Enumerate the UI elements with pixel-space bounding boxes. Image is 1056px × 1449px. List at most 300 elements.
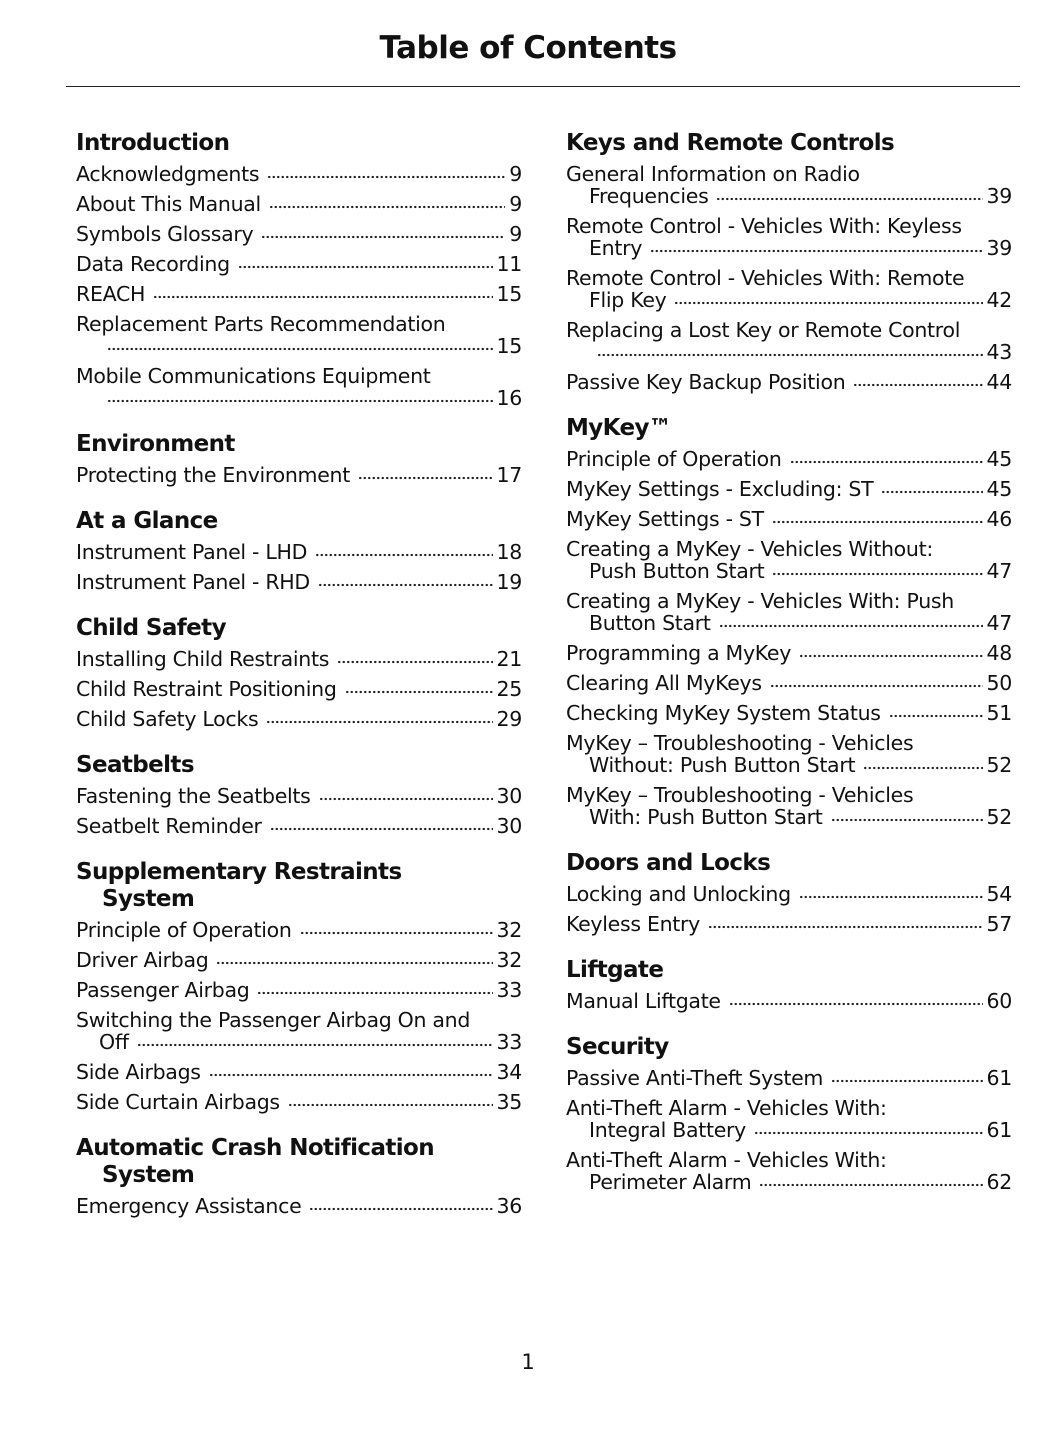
toc-entry-page: 32 xyxy=(496,948,522,972)
dot-leader xyxy=(719,623,983,629)
section-heading[interactable] xyxy=(566,1034,1012,1061)
toc-entry-page: 21 xyxy=(496,647,522,671)
toc-entry-page: 30 xyxy=(496,784,522,808)
toc-entry-label: Push Button Start xyxy=(589,559,765,583)
toc-entry[interactable] xyxy=(566,478,1012,500)
dot-leader xyxy=(729,1001,983,1007)
toc-entry-page: 52 xyxy=(986,805,1012,829)
toc-entry-page: 47 xyxy=(986,559,1012,583)
toc-entry-text xyxy=(76,1195,522,1217)
toc-column-left xyxy=(76,130,522,1239)
toc-entry-label: Child Restraint Positioning xyxy=(76,677,337,701)
toc-entry-label: MyKey – Troubleshooting - Vehicles xyxy=(566,731,914,755)
toc-entry-page: 33 xyxy=(496,1030,522,1054)
toc-entry-last-line xyxy=(566,642,1012,664)
toc-entry-last-line xyxy=(76,541,522,563)
toc-entry-label: Clearing All MyKeys xyxy=(566,671,762,695)
toc-entry-label: Instrument Panel - RHD xyxy=(76,570,310,594)
toc-entry-page: 60 xyxy=(986,989,1012,1013)
toc-entry-label: Child Safety Locks xyxy=(76,707,259,731)
section-heading-line: Doors and Locks xyxy=(566,850,771,876)
toc-entry-text xyxy=(566,1097,1012,1141)
toc-entry-text xyxy=(76,283,522,305)
toc-entry-last-line xyxy=(76,1195,522,1217)
toc-entry-page: 61 xyxy=(986,1118,1012,1142)
dot-leader xyxy=(831,1078,982,1084)
toc-entry-last-line xyxy=(566,478,1012,500)
dot-leader xyxy=(770,683,983,689)
toc-entry-text xyxy=(566,371,1012,393)
toc-entry-label: Data Recording xyxy=(76,252,230,276)
toc-entry[interactable] xyxy=(76,678,522,700)
toc-entry-last-line xyxy=(76,1061,522,1083)
toc-entry-last-line xyxy=(566,913,1012,935)
toc-entry-last-line xyxy=(566,289,1012,311)
toc-entry-last-line xyxy=(76,464,522,486)
toc-entry-text xyxy=(566,267,1012,311)
toc-entry-label: Replacement Parts Recommendation xyxy=(76,312,446,336)
title-divider xyxy=(66,86,1020,87)
toc-entry[interactable] xyxy=(76,163,522,185)
dot-leader xyxy=(772,519,983,525)
section-heading[interactable] xyxy=(566,957,1012,984)
section-heading[interactable] xyxy=(76,615,522,642)
toc-entry-page: 61 xyxy=(986,1066,1012,1090)
section-heading-line: At a Glance xyxy=(76,508,218,534)
toc-entry-label: Off xyxy=(99,1030,129,1054)
toc-entry-last-line xyxy=(566,1067,1012,1089)
toc-entry-label: MyKey – Troubleshooting - Vehicles xyxy=(566,783,914,807)
toc-entry-text xyxy=(76,365,522,409)
toc-entry-text xyxy=(566,538,1012,582)
dot-leader xyxy=(853,382,982,388)
toc-entry-page: 9 xyxy=(509,192,522,216)
dot-leader xyxy=(267,174,505,180)
toc-entry-label: Without: Push Button Start xyxy=(589,753,856,777)
toc-entry[interactable] xyxy=(76,541,522,563)
toc-entry-text xyxy=(566,883,1012,905)
toc-entry-label: Remote Control - Vehicles With: Keyless xyxy=(566,214,962,238)
toc-entry-label: Checking MyKey System Status xyxy=(566,701,881,725)
dot-leader xyxy=(772,571,982,577)
toc-entry-text xyxy=(566,590,1012,634)
toc-entry-label: Fastening the Seatbelts xyxy=(76,784,311,808)
toc-section-doors-and-locks xyxy=(566,850,1012,935)
toc-entry[interactable] xyxy=(76,193,522,215)
toc-entry-label: Remote Control - Vehicles With: Remote xyxy=(566,266,965,290)
toc-entry-text xyxy=(76,1061,522,1083)
section-heading[interactable] xyxy=(76,431,522,458)
dot-leader xyxy=(257,990,492,996)
toc-entry[interactable] xyxy=(566,642,1012,664)
toc-entry-label: Replacing a Lost Key or Remote Control xyxy=(566,318,961,342)
toc-entry-label: Symbols Glossary xyxy=(76,222,254,246)
toc-entry-last-line xyxy=(76,979,522,1001)
toc-entry[interactable] xyxy=(566,538,1012,582)
toc-entry-page: 9 xyxy=(509,222,522,246)
toc-entry-page: 45 xyxy=(986,477,1012,501)
toc-entry-text xyxy=(566,163,1012,207)
toc-entry-text xyxy=(566,215,1012,259)
toc-entry[interactable] xyxy=(566,267,1012,311)
toc-entry-page: 50 xyxy=(986,671,1012,695)
toc-entry-label: Entry xyxy=(589,236,643,260)
toc-entry[interactable] xyxy=(76,919,522,941)
dot-leader xyxy=(799,653,982,659)
toc-entry-text xyxy=(566,732,1012,776)
toc-section-supplementary-restraints-system xyxy=(76,859,522,1113)
toc-entry-page: 18 xyxy=(496,540,522,564)
toc-entry[interactable] xyxy=(566,1067,1012,1089)
toc-section-child-safety xyxy=(76,615,522,730)
toc-entry[interactable] xyxy=(566,508,1012,530)
toc-entry-text xyxy=(76,1091,522,1113)
toc-entry-text xyxy=(566,508,1012,530)
toc-entry-last-line xyxy=(566,508,1012,530)
toc-entry-text xyxy=(566,319,1012,363)
toc-entry-last-line xyxy=(76,708,522,730)
toc-entry-page: 48 xyxy=(986,641,1012,665)
toc-entry-text xyxy=(76,815,522,837)
section-heading-line: Introduction xyxy=(76,130,230,156)
toc-entry-label: Seatbelt Reminder xyxy=(76,814,262,838)
toc-entry-last-line xyxy=(566,448,1012,470)
toc-entry-page: 25 xyxy=(496,677,522,701)
toc-entry[interactable] xyxy=(76,464,522,486)
toc-entry-page: 42 xyxy=(986,288,1012,312)
toc-entry[interactable] xyxy=(76,708,522,730)
toc-entry[interactable] xyxy=(76,648,522,670)
toc-entry[interactable] xyxy=(566,215,1012,259)
toc-entry-last-line xyxy=(76,1091,522,1113)
section-heading[interactable] xyxy=(566,130,1012,157)
toc-entry[interactable] xyxy=(566,732,1012,776)
dot-leader xyxy=(288,1102,493,1108)
toc-entry-text xyxy=(566,448,1012,470)
toc-entry-last-line xyxy=(76,571,522,593)
toc-entry[interactable] xyxy=(566,913,1012,935)
toc-entry-last-line xyxy=(76,193,522,215)
toc-entry-page: 19 xyxy=(496,570,522,594)
toc-entry-label: Creating a MyKey - Vehicles Without: xyxy=(566,537,933,561)
toc-entry-text xyxy=(76,678,522,700)
toc-section-automatic-crash-notification-system xyxy=(76,1135,522,1217)
toc-entry-last-line xyxy=(76,253,522,275)
toc-entry-last-line xyxy=(76,223,522,245)
toc-entry-last-line xyxy=(566,883,1012,905)
toc-entry[interactable] xyxy=(76,979,522,1001)
toc-entry-page: 16 xyxy=(496,386,522,410)
section-heading-line: System xyxy=(102,886,195,912)
dot-leader xyxy=(261,234,505,240)
toc-entry-label: General Information on Radio xyxy=(566,162,860,186)
section-heading[interactable] xyxy=(76,508,522,535)
section-heading[interactable] xyxy=(566,415,1012,442)
toc-entry[interactable] xyxy=(566,163,1012,207)
toc-entry-last-line xyxy=(76,949,522,971)
toc-entry-page: 62 xyxy=(986,1170,1012,1194)
toc-entry[interactable] xyxy=(566,448,1012,470)
section-heading-line: Liftgate xyxy=(566,957,664,983)
toc-entry-text xyxy=(76,1009,522,1053)
toc-entry-page: 46 xyxy=(986,507,1012,531)
dot-leader xyxy=(597,352,983,358)
dot-leader xyxy=(315,552,492,558)
toc-entry-text xyxy=(566,784,1012,828)
toc-entry-last-line xyxy=(76,678,522,700)
dot-leader xyxy=(300,930,493,936)
toc-entry-label: Acknowledgments xyxy=(76,162,260,186)
dot-leader xyxy=(790,459,983,465)
section-heading-line: Supplementary Restraints xyxy=(76,859,402,885)
section-heading[interactable] xyxy=(76,859,522,913)
toc-entry-last-line xyxy=(566,371,1012,393)
toc-entry-page: 45 xyxy=(986,447,1012,471)
dot-leader xyxy=(319,796,493,802)
toc-entry-page: 57 xyxy=(986,912,1012,936)
dot-leader xyxy=(153,294,492,300)
toc-entry-label: Passenger Airbag xyxy=(76,978,250,1002)
toc-entry[interactable] xyxy=(76,1091,522,1113)
toc-entry-last-line xyxy=(76,648,522,670)
toc-entry-text xyxy=(566,1149,1012,1193)
toc-entry-text xyxy=(76,163,522,185)
section-heading-line: Environment xyxy=(76,431,235,457)
section-heading-line: Keys and Remote Controls xyxy=(566,130,895,156)
section-heading[interactable] xyxy=(76,752,522,779)
dot-leader xyxy=(759,1182,982,1188)
toc-entry-last-line xyxy=(76,283,522,305)
toc-entry-label: Button Start xyxy=(589,611,711,635)
toc-entry-page: 36 xyxy=(496,1194,522,1218)
toc-entry-last-line xyxy=(76,785,522,807)
toc-entry-text xyxy=(76,253,522,275)
toc-entry-page: 30 xyxy=(496,814,522,838)
toc-entry-last-line xyxy=(566,341,1012,363)
toc-entry[interactable] xyxy=(76,571,522,593)
toc-section-at-a-glance xyxy=(76,508,522,593)
toc-entry[interactable] xyxy=(566,319,1012,363)
toc-entry-label: Anti-Theft Alarm - Vehicles With: xyxy=(566,1148,887,1172)
toc-entry-page: 9 xyxy=(509,162,522,186)
toc-entry-last-line xyxy=(566,237,1012,259)
dot-leader xyxy=(754,1130,983,1136)
dot-leader xyxy=(889,713,983,719)
dot-leader xyxy=(799,894,983,900)
toc-entry-text xyxy=(76,949,522,971)
toc-entry-label: Driver Airbag xyxy=(76,948,209,972)
dot-leader xyxy=(269,204,505,210)
dot-leader xyxy=(337,659,492,665)
toc-entry-text xyxy=(76,919,522,941)
toc-entry-label: Flip Key xyxy=(589,288,667,312)
toc-entry-label: About This Manual xyxy=(76,192,261,216)
toc-entry[interactable] xyxy=(76,1195,522,1217)
toc-entry-label: Creating a MyKey - Vehicles With: Push xyxy=(566,589,954,613)
toc-entry-label: Locking and Unlocking xyxy=(566,882,791,906)
dot-leader xyxy=(266,719,492,725)
toc-entry-last-line xyxy=(566,990,1012,1012)
toc-entry-label: Manual Liftgate xyxy=(566,989,721,1013)
toc-entry[interactable] xyxy=(566,990,1012,1012)
toc-entry-page: 44 xyxy=(986,370,1012,394)
toc-entry-last-line xyxy=(76,163,522,185)
section-heading-line: MyKey™ xyxy=(566,415,672,441)
toc-entry[interactable] xyxy=(76,365,522,409)
toc-entry[interactable] xyxy=(76,785,522,807)
toc-entry-text xyxy=(76,648,522,670)
toc-entry-text xyxy=(76,193,522,215)
dot-leader xyxy=(209,1072,493,1078)
toc-entry-label: With: Push Button Start xyxy=(589,805,823,829)
toc-entry-page: 51 xyxy=(986,701,1012,725)
toc-entry-label: Switching the Passenger Airbag On and xyxy=(76,1008,471,1032)
toc-entry-label: Side Airbags xyxy=(76,1060,201,1084)
toc-entry-label: Instrument Panel - LHD xyxy=(76,540,308,564)
dot-leader xyxy=(881,489,982,495)
section-heading[interactable] xyxy=(76,1135,522,1189)
toc-entry-label: MyKey Settings - Excluding: ST xyxy=(566,477,874,501)
toc-section-environment xyxy=(76,431,522,486)
toc-entry-label: Frequencies xyxy=(589,184,709,208)
toc-entry-label: Passive Key Backup Position xyxy=(566,370,846,394)
toc-entry-page: 29 xyxy=(496,707,522,731)
toc-entry-page: 39 xyxy=(986,184,1012,208)
toc-entry[interactable] xyxy=(76,253,522,275)
toc-entry-page: 54 xyxy=(986,882,1012,906)
toc-entry-last-line xyxy=(566,185,1012,207)
page-title: Table of Contents xyxy=(379,30,677,66)
toc-entry[interactable] xyxy=(76,815,522,837)
toc-entry-page: 11 xyxy=(496,252,522,276)
toc-entry-text xyxy=(566,672,1012,694)
toc-entry-page: 39 xyxy=(986,236,1012,260)
toc-entry-page: 35 xyxy=(496,1090,522,1114)
toc-entry-label: Integral Battery xyxy=(589,1118,746,1142)
toc-section-mykey xyxy=(566,415,1012,828)
dot-leader xyxy=(309,1206,492,1212)
toc-entry-text xyxy=(76,464,522,486)
toc-entry[interactable] xyxy=(76,949,522,971)
dot-leader xyxy=(345,689,493,695)
toc-entry[interactable] xyxy=(76,283,522,305)
toc-entry-page: 15 xyxy=(496,282,522,306)
section-heading-line: Seatbelts xyxy=(76,752,194,778)
toc-entry-page: 17 xyxy=(496,463,522,487)
toc-section-keys-and-remote-controls xyxy=(566,130,1012,393)
toc-entry-text xyxy=(566,642,1012,664)
toc-entry-label: Emergency Assistance xyxy=(76,1194,302,1218)
toc-entry[interactable] xyxy=(566,883,1012,905)
toc-entry[interactable] xyxy=(566,784,1012,828)
dot-leader xyxy=(674,300,982,306)
toc-entry-page: 15 xyxy=(496,334,522,358)
dot-leader xyxy=(650,248,982,254)
toc-entry-last-line xyxy=(76,335,522,357)
section-heading-line: Automatic Crash Notification xyxy=(76,1135,435,1161)
dot-leader xyxy=(137,1042,493,1048)
toc-entry-label: REACH xyxy=(76,282,146,306)
toc-entry-last-line xyxy=(566,702,1012,724)
dot-leader xyxy=(107,346,493,352)
toc-entry-text xyxy=(76,223,522,245)
toc-entry-label: Anti-Theft Alarm - Vehicles With: xyxy=(566,1096,887,1120)
toc-entry-text xyxy=(76,541,522,563)
toc-entry[interactable] xyxy=(566,702,1012,724)
toc-entry-last-line xyxy=(566,560,1012,582)
section-heading[interactable] xyxy=(76,130,522,157)
toc-section-seatbelts xyxy=(76,752,522,837)
toc-entry-label: Perimeter Alarm xyxy=(589,1170,752,1194)
toc-entry-text xyxy=(566,1067,1012,1089)
toc-entry-label: Passive Anti-Theft System xyxy=(566,1066,824,1090)
toc-entry-label: Side Curtain Airbags xyxy=(76,1090,280,1114)
toc-section-introduction xyxy=(76,130,522,409)
toc-entry-last-line xyxy=(76,387,522,409)
dot-leader xyxy=(716,196,982,202)
dot-leader xyxy=(318,582,493,588)
toc-entry-text xyxy=(566,990,1012,1012)
toc-entry-label: Programming a MyKey xyxy=(566,641,792,665)
toc-entry-last-line xyxy=(566,612,1012,634)
dot-leader xyxy=(831,817,983,823)
toc-entry-label: Installing Child Restraints xyxy=(76,647,330,671)
toc-entry[interactable] xyxy=(76,1061,522,1083)
toc-entry[interactable] xyxy=(566,371,1012,393)
toc-entry[interactable] xyxy=(566,590,1012,634)
toc-entry[interactable] xyxy=(76,223,522,245)
toc-section-security xyxy=(566,1034,1012,1193)
toc-entry-last-line xyxy=(566,1171,1012,1193)
toc-section-liftgate xyxy=(566,957,1012,1012)
toc-entry-last-line xyxy=(566,1119,1012,1141)
toc-entry-last-line xyxy=(566,754,1012,776)
toc-entry-text xyxy=(76,979,522,1001)
section-heading[interactable] xyxy=(566,850,1012,877)
dot-leader xyxy=(270,826,493,832)
toc-entry[interactable] xyxy=(566,672,1012,694)
toc-entry-text xyxy=(76,571,522,593)
toc-entry-text xyxy=(566,913,1012,935)
toc-entry-label: MyKey Settings - ST xyxy=(566,507,764,531)
section-heading-line: System xyxy=(102,1162,195,1188)
toc-entry-text xyxy=(76,708,522,730)
toc-entry[interactable] xyxy=(76,313,522,357)
dot-leader xyxy=(358,475,493,481)
toc-entry-last-line xyxy=(76,919,522,941)
toc-entry-page: 33 xyxy=(496,978,522,1002)
toc-entry-label: Principle of Operation xyxy=(76,918,292,942)
toc-entry-label: Principle of Operation xyxy=(566,447,782,471)
toc-entry-text xyxy=(566,478,1012,500)
toc-entry-text xyxy=(76,785,522,807)
toc-entry-page: 34 xyxy=(496,1060,522,1084)
dot-leader xyxy=(238,264,493,270)
page-number: 1 xyxy=(521,1350,535,1374)
toc-entry-label: Keyless Entry xyxy=(566,912,700,936)
toc-entry[interactable] xyxy=(566,1097,1012,1141)
section-heading-line: Security xyxy=(566,1034,669,1060)
toc-entry-last-line xyxy=(566,806,1012,828)
section-heading-line: Child Safety xyxy=(76,615,226,641)
dot-leader xyxy=(216,960,492,966)
toc-column-right xyxy=(566,130,1012,1215)
toc-entry[interactable] xyxy=(76,1009,522,1053)
toc-entry-label: Protecting the Environment xyxy=(76,463,350,487)
toc-entry-label: Mobile Communications Equipment xyxy=(76,364,431,388)
toc-entry-last-line xyxy=(76,815,522,837)
toc-entry[interactable] xyxy=(566,1149,1012,1193)
